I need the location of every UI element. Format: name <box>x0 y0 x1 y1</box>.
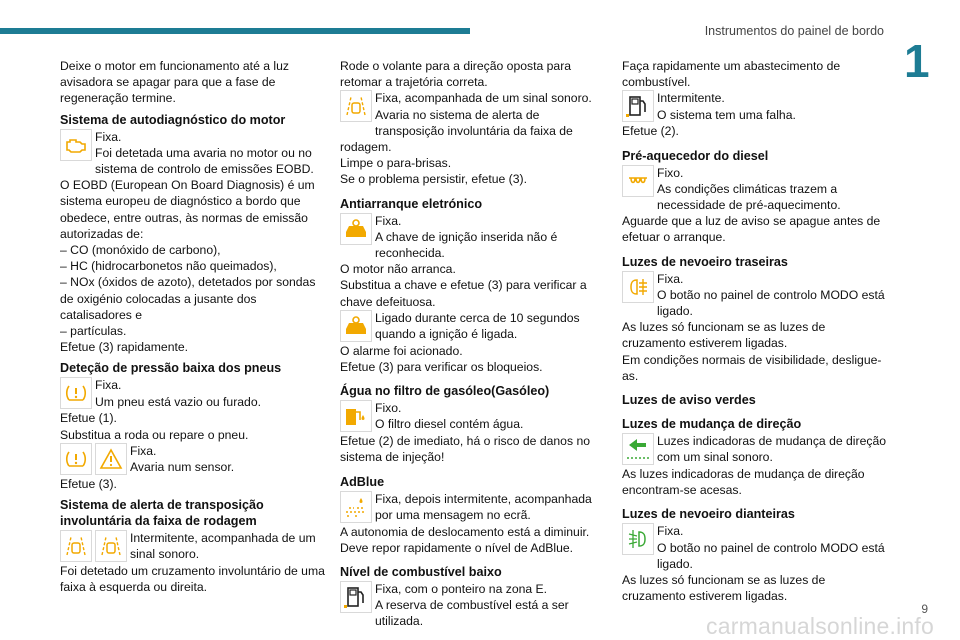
paragraph: As luzes só funcionam se as luzes de cruzamento estiverem ligadas. <box>622 320 826 351</box>
section-heading: Luzes de nevoeiro traseiras <box>622 254 788 269</box>
paragraph: O motor não arranca. <box>340 262 456 277</box>
paragraph: Luzes indicadoras de mudança de direção com um sinal sonoro. <box>657 434 886 465</box>
fuel-pump-icon <box>340 581 372 613</box>
paragraph: Efetue (2). <box>622 124 679 139</box>
paragraph: Avaria num sensor. <box>130 460 235 475</box>
paragraph: Foi detetada uma avaria no motor ou no sistema de controlo de emissões EOBD. <box>95 145 314 177</box>
section-heading: Água no filtro de gasóleo(Gasóleo) <box>340 384 550 399</box>
paragraph: Fixo. <box>657 165 684 180</box>
paragraph: Avaria no sistema de alerta de transposição involuntária da faixa de rodagem. <box>340 107 573 155</box>
paragraph: Fixa. <box>95 129 122 144</box>
paragraph: O sistema tem uma falha. <box>657 107 796 122</box>
section-heading: Luzes de aviso verdes <box>622 393 756 408</box>
paragraph: Substitua a roda ou repare o pneu. <box>60 427 249 442</box>
section-heading: Sistema de alerta de transposição involuntária da faixa de rodagem <box>60 498 264 529</box>
paragraph: Fixa, com o ponteiro na zona E. <box>375 582 548 597</box>
paragraph: O botão no painel de controlo MODO está ligado. <box>657 287 885 319</box>
header-accent-bar <box>0 28 470 34</box>
rear-fog-light-icon <box>622 271 654 303</box>
paragraph: As luzes só funcionam se as luzes de cruzamento estiverem ligadas. <box>622 573 826 604</box>
glow-plug-icon <box>622 165 654 197</box>
lane-departure-icon <box>95 530 127 562</box>
tyre-pressure-icon <box>60 377 92 409</box>
chapter-number: 1 <box>904 35 930 87</box>
page-number: 9 <box>921 602 928 616</box>
section-heading: Sistema de autodiagnóstico do motor <box>60 112 286 127</box>
page-header-title: Instrumentos do painel de bordo <box>704 24 884 38</box>
section-heading: Antiarranque eletrónico <box>340 196 483 211</box>
list-item: – partículas. <box>60 324 127 339</box>
section-heading: Deteção de pressão baixa dos pneus <box>60 361 282 376</box>
watermark: carmanualsonline.info <box>706 613 934 639</box>
paragraph: A chave de ignição inserida não é reconhecida. <box>375 229 558 261</box>
paragraph: Deve repor rapidamente o nível de AdBlue. <box>340 540 574 555</box>
paragraph: Fixa, acompanhada de um sinal sonoro. <box>375 91 592 106</box>
paragraph: Fixa. <box>657 524 684 539</box>
paragraph: Deixe o motor em funcionamento até a luz avisadora se apagar para que a fase de regeneração termine. <box>60 59 289 106</box>
section-heading: Pré-aquecedor do diesel <box>622 148 769 163</box>
paragraph: Em condições normais de visibilidade, desligue-as. <box>622 352 882 383</box>
paragraph: Fixa. <box>95 378 122 393</box>
column-2 <box>340 58 602 630</box>
paragraph: As luzes indicadoras de mudança de direção encontram-se acesas. <box>622 467 865 498</box>
section-heading: Luzes de mudança de direção <box>622 417 802 432</box>
lane-departure-icon <box>340 90 372 122</box>
paragraph: Faça rapidamente um abastecimento de combustível. <box>622 59 841 90</box>
paragraph: A autonomia de deslocamento está a diminuir. <box>340 524 590 539</box>
column-3 <box>622 58 886 604</box>
tyre-pressure-icon <box>60 443 92 475</box>
section-heading: Luzes de nevoeiro dianteiras <box>622 507 795 522</box>
immobiliser-icon <box>340 310 372 342</box>
paragraph: Um pneu está vazio ou furado. <box>95 394 261 409</box>
paragraph: Efetue (3) para verificar os bloqueios. <box>340 360 543 375</box>
paragraph: Fixa. <box>657 271 684 286</box>
paragraph: Aguarde que a luz de aviso se apague antes de efetuar o arranque. <box>622 214 881 245</box>
paragraph: O alarme foi acionado. <box>340 343 463 358</box>
paragraph: O botão no painel de controlo MODO está ligado. <box>657 540 885 571</box>
paragraph: Efetue (3). <box>60 476 117 491</box>
section-heading: AdBlue <box>340 474 385 489</box>
paragraph: Fixa. <box>375 213 402 228</box>
column-1 <box>60 58 325 595</box>
paragraph: Efetue (1). <box>60 411 117 426</box>
paragraph: Fixa. <box>130 443 157 458</box>
paragraph: Fixa, depois intermitente, acompanhada por uma mensagem no ecrã. <box>375 491 592 522</box>
paragraph: O filtro diesel contém água. <box>375 417 524 432</box>
paragraph: O EOBD (European On Board Diagnosis) é um sistema europeu de diagnóstico a bordo que obedece, entre outras, às normas de emissão autorizadas de: <box>60 178 315 241</box>
engine-check-icon <box>60 129 92 161</box>
paragraph: Substitua a chave e efetue (3) para verificar a chave defeituosa. <box>340 278 587 309</box>
water-in-fuel-icon <box>340 400 372 432</box>
paragraph: Foi detetado um cruzamento involuntário de uma faixa à esquerda ou direita. <box>60 564 325 595</box>
paragraph: Efetue (2) de imediato, há o risco de danos no sistema de injeção! <box>340 434 590 465</box>
list-item: – HC (hidrocarbonetos não queimados), <box>60 259 277 274</box>
turn-signal-icon <box>622 433 654 465</box>
list-item: – NOx (óxidos de azoto), detetados por sondas de oxigénio colocadas a jusante dos catalisadores e <box>60 275 316 322</box>
paragraph: Fixo. <box>375 401 402 416</box>
paragraph: Se o problema persistir, efetue (3). <box>340 172 527 187</box>
immobiliser-icon <box>340 213 372 245</box>
list-item: – CO (monóxido de carbono), <box>60 243 221 258</box>
lane-departure-icon <box>60 530 92 562</box>
paragraph: Efetue (3) rapidamente. <box>60 340 189 355</box>
fuel-pump-icon <box>622 90 654 122</box>
paragraph: As condições climáticas trazem a necessidade de pré-aquecimento. <box>657 181 841 213</box>
paragraph: Ligado durante cerca de 10 segundos quando a ignição é ligada. <box>375 310 580 342</box>
section-heading: Nível de combustível baixo <box>340 565 502 580</box>
paragraph: Intermitente, acompanhada de um sinal sonoro. <box>130 531 316 562</box>
paragraph: Rode o volante para a direção oposta para retomar a trajetória correta. <box>340 59 572 90</box>
warning-triangle-icon <box>95 443 127 475</box>
paragraph: A reserva de combustível está a ser utilizada. <box>375 598 569 629</box>
front-fog-light-icon <box>622 523 654 555</box>
paragraph: Limpe o para-brisas. <box>340 156 452 171</box>
paragraph: Intermitente. <box>657 91 725 106</box>
adblue-icon <box>340 491 372 523</box>
